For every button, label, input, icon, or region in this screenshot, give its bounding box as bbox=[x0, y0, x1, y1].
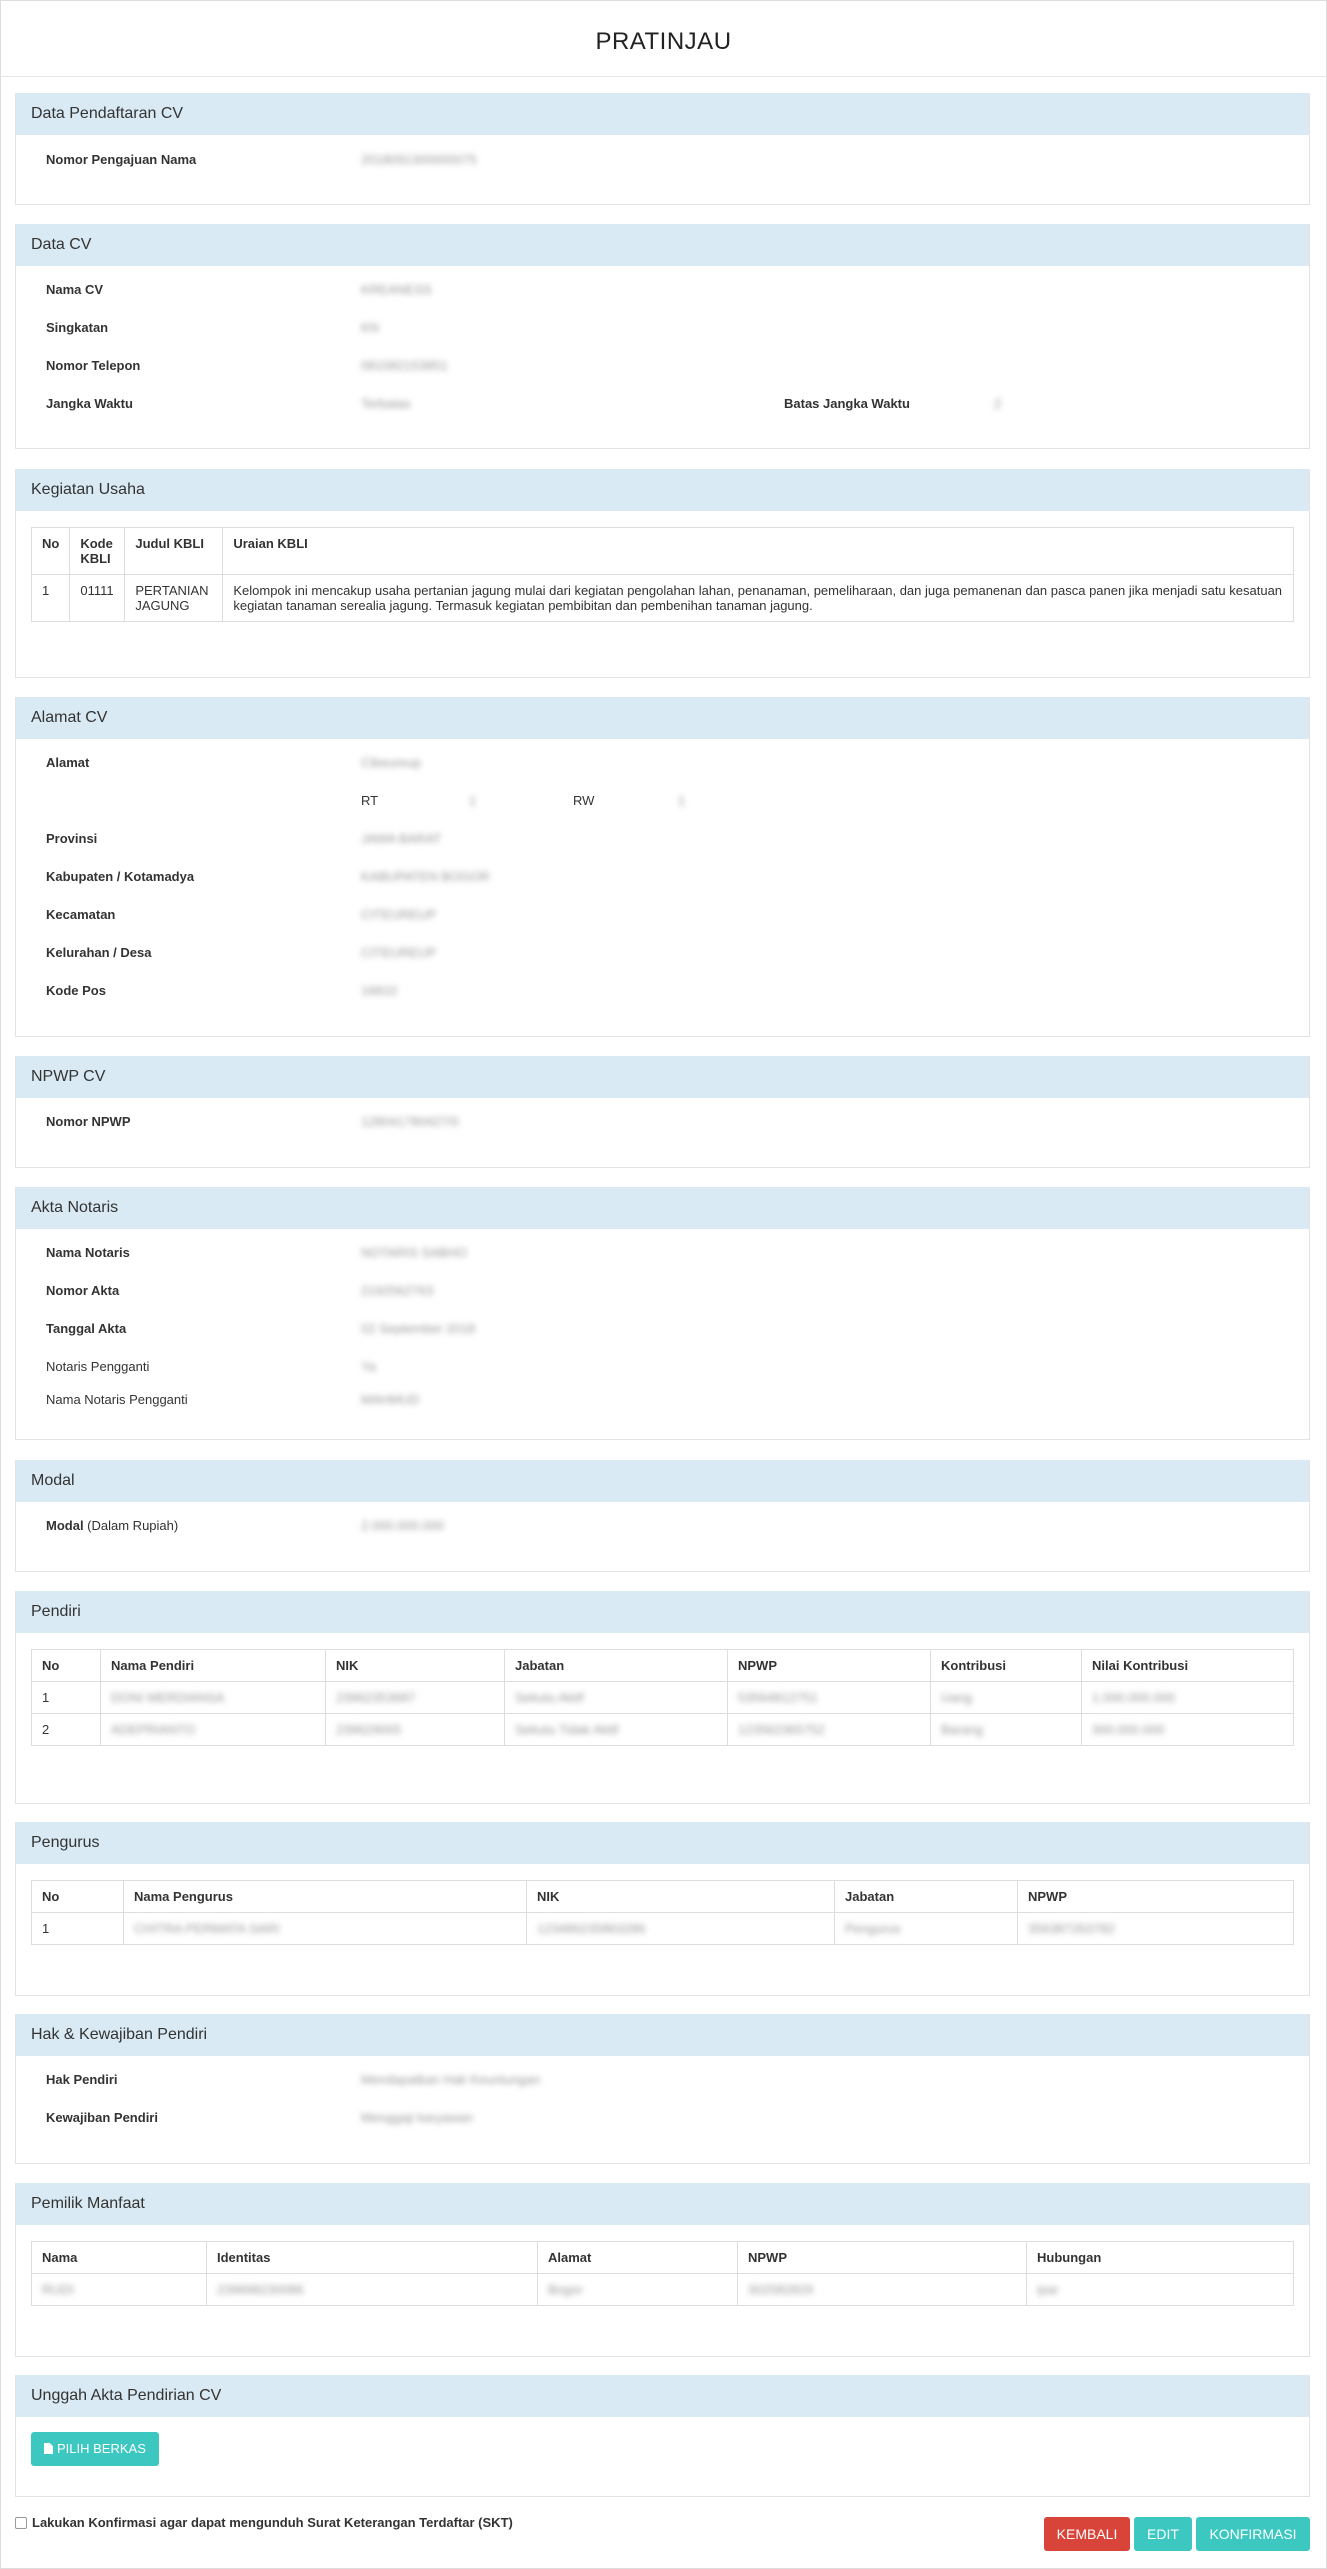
pilih-berkas-button[interactable] bbox=[31, 2432, 159, 2466]
field-label: Provinsi bbox=[46, 831, 98, 846]
pilih-berkas-label: PILIH BERKAS bbox=[57, 2441, 146, 2456]
field-value: CITEUREUP bbox=[361, 907, 437, 922]
field-label: Nomor Pengajuan Nama bbox=[46, 152, 197, 167]
field-label: Nama Notaris Pengganti bbox=[46, 1392, 188, 1407]
table-header: Nama Pendiri bbox=[101, 1650, 326, 1682]
field-label: Jangka Waktu bbox=[46, 396, 133, 411]
table-cell: ADEPRIANTO bbox=[101, 1714, 326, 1746]
panel-title: Data Pendaftaran CV bbox=[16, 93, 1309, 135]
table-row bbox=[32, 1913, 1294, 1945]
edit-button[interactable]: EDIT bbox=[1134, 2517, 1192, 2551]
panel-data-cv bbox=[15, 224, 1310, 449]
rw-value: 1 bbox=[678, 793, 686, 808]
panel-title: Modal bbox=[16, 1460, 1309, 1502]
table-header: Uraian KBLI bbox=[223, 528, 1294, 575]
page-title: PRATINJAU bbox=[595, 28, 732, 55]
table-header: Kontribusi bbox=[931, 1650, 1082, 1682]
field-value: 2192562763 bbox=[361, 1283, 434, 1298]
kbli-table bbox=[31, 527, 1294, 622]
table-row bbox=[32, 575, 1294, 622]
field-value: 2 bbox=[994, 396, 1002, 411]
panel-title: Pemilik Manfaat bbox=[16, 2183, 1309, 2225]
table-header-row bbox=[32, 1650, 1294, 1682]
table-cell: Kelompok ini mencakup usaha pertanian jagung mulai dari kegiatan pengolahan lahan, penanaman, pemeliharaan, dan juga pemanenan dan pasca panen jika menjadi satu kesatuan kegiatan tanaman serealia jagung. Termasuk kegiatan pembibitan dan pembenihan tanaman jagung. bbox=[223, 575, 1294, 622]
field-label: Kode Pos bbox=[46, 983, 106, 998]
panel-kegiatan-usaha bbox=[15, 469, 1310, 678]
pemilik-table bbox=[31, 2241, 1294, 2306]
field-value: KABUPATEN BOGOR bbox=[361, 869, 490, 884]
rw-label: RW bbox=[573, 793, 595, 808]
table-header-row bbox=[32, 528, 1294, 575]
field-label: Batas Jangka Waktu bbox=[784, 396, 910, 411]
table-cell: Barang bbox=[931, 1714, 1082, 1746]
table-cell: CHITRA PERMATA SARI bbox=[124, 1913, 527, 1945]
confirm-checkbox-label[interactable]: Lakukan Konfirmasi agar dapat mengunduh Surat Keterangan Terdaftar (SKT) bbox=[32, 2515, 513, 2530]
panel-title: Pendiri bbox=[16, 1591, 1309, 1633]
table-cell: 1 bbox=[32, 1682, 101, 1714]
panel-pemilik-manfaat bbox=[15, 2183, 1310, 2357]
rt-label: RT bbox=[361, 793, 379, 808]
table-cell: DONI MERDIANSA bbox=[101, 1682, 326, 1714]
table-cell: 239629005 bbox=[326, 1714, 505, 1746]
field-label: Kewajiban Pendiri bbox=[46, 2110, 158, 2125]
table-header: Kode KBLI bbox=[70, 528, 125, 575]
field-label: Kecamatan bbox=[46, 907, 116, 922]
panel-pendiri bbox=[15, 1591, 1310, 1804]
table-cell: ipar bbox=[1027, 2274, 1294, 2306]
table-cell: 239698230086 bbox=[207, 2274, 538, 2306]
field-value: 128041780427/0 bbox=[361, 1114, 459, 1129]
title-divider bbox=[0, 76, 1327, 77]
table-header: Nilai Kontribusi bbox=[1082, 1650, 1294, 1682]
panel-hak-kewajiban bbox=[15, 2014, 1310, 2164]
field-label: Tanggal Akta bbox=[46, 1321, 127, 1336]
table-header: Nama Pengurus bbox=[124, 1881, 527, 1913]
field-value: Cibeureup bbox=[361, 755, 421, 770]
table-header-row bbox=[32, 1881, 1294, 1913]
field-value: MAHMUD bbox=[361, 1392, 420, 1407]
panel-title: Alamat CV bbox=[16, 697, 1309, 739]
field-value: 2018091300000075 bbox=[361, 152, 477, 167]
panel-alamat bbox=[15, 697, 1310, 1037]
confirm-checkbox[interactable] bbox=[15, 2517, 27, 2529]
table-cell: 2 bbox=[32, 1714, 101, 1746]
field-value: JAWA BARAT bbox=[361, 831, 442, 846]
table-header: No bbox=[32, 528, 70, 575]
field-value: Mendapatkan Hak Keuntungan bbox=[361, 2072, 541, 2087]
table-header: Identitas bbox=[207, 2242, 538, 2274]
field-value: NOTARIS SABHO bbox=[361, 1245, 467, 1260]
field-value: KN bbox=[361, 320, 380, 335]
field-label: Nama Notaris bbox=[46, 1245, 130, 1260]
table-cell: 356387263782 bbox=[1018, 1913, 1294, 1945]
panel-modal bbox=[15, 1460, 1310, 1572]
field-value: Menggaji karyawan bbox=[361, 2110, 474, 2125]
table-cell: 123562365752 bbox=[728, 1714, 931, 1746]
table-cell: 1.000.000.000 bbox=[1082, 1682, 1294, 1714]
field-label: Notaris Pengganti bbox=[46, 1359, 150, 1374]
field-value: 2.000.000.000 bbox=[361, 1518, 445, 1533]
table-cell: 302582829 bbox=[738, 2274, 1027, 2306]
field-label: Alamat bbox=[46, 755, 90, 770]
field-label: Hak Pendiri bbox=[46, 2072, 118, 2087]
table-header: Judul KBLI bbox=[125, 528, 223, 575]
field-value: CITEUREUP bbox=[361, 945, 437, 960]
table-header: NPWP bbox=[1018, 1881, 1294, 1913]
kembali-button[interactable]: KEMBALI bbox=[1044, 2517, 1130, 2551]
field-label bbox=[46, 1518, 178, 1533]
table-cell: Pengurus bbox=[835, 1913, 1018, 1945]
field-label: Nomor Telepon bbox=[46, 358, 141, 373]
panel-akta-notaris bbox=[15, 1187, 1310, 1440]
field-value: KREANESS bbox=[361, 282, 432, 297]
table-row bbox=[32, 1682, 1294, 1714]
pendiri-table bbox=[31, 1649, 1294, 1746]
modal-label-bold: Modal bbox=[46, 1518, 84, 1533]
field-label: Nomor Akta bbox=[46, 1283, 120, 1298]
field-value: Terbatas bbox=[361, 396, 411, 411]
panel-title: Akta Notaris bbox=[16, 1187, 1309, 1229]
panel-unggah bbox=[15, 2375, 1310, 2497]
table-cell: 53564812751 bbox=[728, 1682, 931, 1714]
panel-title: Hak & Kewajiban Pendiri bbox=[16, 2014, 1309, 2056]
field-value: 16810 bbox=[361, 983, 398, 998]
table-cell: 300.000.000 bbox=[1082, 1714, 1294, 1746]
table-cell: 1 bbox=[32, 1913, 124, 1945]
field-label: Kabupaten / Kotamadya bbox=[46, 869, 195, 884]
table-header: No bbox=[32, 1881, 124, 1913]
table-header-row bbox=[32, 2242, 1294, 2274]
table-cell: PERTANIAN JAGUNG bbox=[125, 575, 223, 622]
table-cell: Uang bbox=[931, 1682, 1082, 1714]
file-icon bbox=[44, 2443, 53, 2454]
panel-title: NPWP CV bbox=[16, 1056, 1309, 1098]
field-value: 02 September 2018 bbox=[361, 1321, 476, 1336]
panel-title: Unggah Akta Pendirian CV bbox=[16, 2375, 1309, 2417]
table-cell: 123486235863286 bbox=[527, 1913, 835, 1945]
table-row bbox=[32, 1714, 1294, 1746]
table-header: Jabatan bbox=[505, 1650, 728, 1682]
table-header: No bbox=[32, 1650, 101, 1682]
table-header: NIK bbox=[326, 1650, 505, 1682]
table-header: NPWP bbox=[728, 1650, 931, 1682]
table-header: Hubungan bbox=[1027, 2242, 1294, 2274]
table-cell: Sekutu Tidak Aktif bbox=[505, 1714, 728, 1746]
table-row bbox=[32, 2274, 1294, 2306]
panel-title: Pengurus bbox=[16, 1822, 1309, 1864]
panel-title: Kegiatan Usaha bbox=[16, 469, 1309, 511]
table-header: NIK bbox=[527, 1881, 835, 1913]
table-header: NPWP bbox=[738, 2242, 1027, 2274]
field-value: Ya bbox=[361, 1359, 376, 1374]
panel-title: Data CV bbox=[16, 224, 1309, 266]
field-label: Kelurahan / Desa bbox=[46, 945, 152, 960]
rt-value: 1 bbox=[469, 793, 477, 808]
table-header: Alamat bbox=[538, 2242, 738, 2274]
modal-label-note: (Dalam Rupiah) bbox=[83, 1518, 179, 1533]
table-cell: RUDI bbox=[32, 2274, 207, 2306]
pengurus-table bbox=[31, 1880, 1294, 1945]
table-cell: Bogor bbox=[538, 2274, 738, 2306]
field-label: Singkatan bbox=[46, 320, 109, 335]
table-cell: 23962353687 bbox=[326, 1682, 505, 1714]
konfirmasi-button[interactable]: KONFIRMASI bbox=[1196, 2517, 1310, 2551]
panel-npwp bbox=[15, 1056, 1310, 1168]
field-label: Nama CV bbox=[46, 282, 104, 297]
table-cell: Sekutu Aktif bbox=[505, 1682, 728, 1714]
table-header: Nama bbox=[32, 2242, 207, 2274]
panel-pengurus bbox=[15, 1822, 1310, 1996]
table-cell: 1 bbox=[32, 575, 70, 622]
table-header: Jabatan bbox=[835, 1881, 1018, 1913]
panel-pendaftaran bbox=[15, 93, 1310, 205]
table-cell: 01111 bbox=[70, 575, 125, 622]
field-label: Nomor NPWP bbox=[46, 1114, 131, 1129]
field-value: 081582153851 bbox=[361, 358, 448, 373]
